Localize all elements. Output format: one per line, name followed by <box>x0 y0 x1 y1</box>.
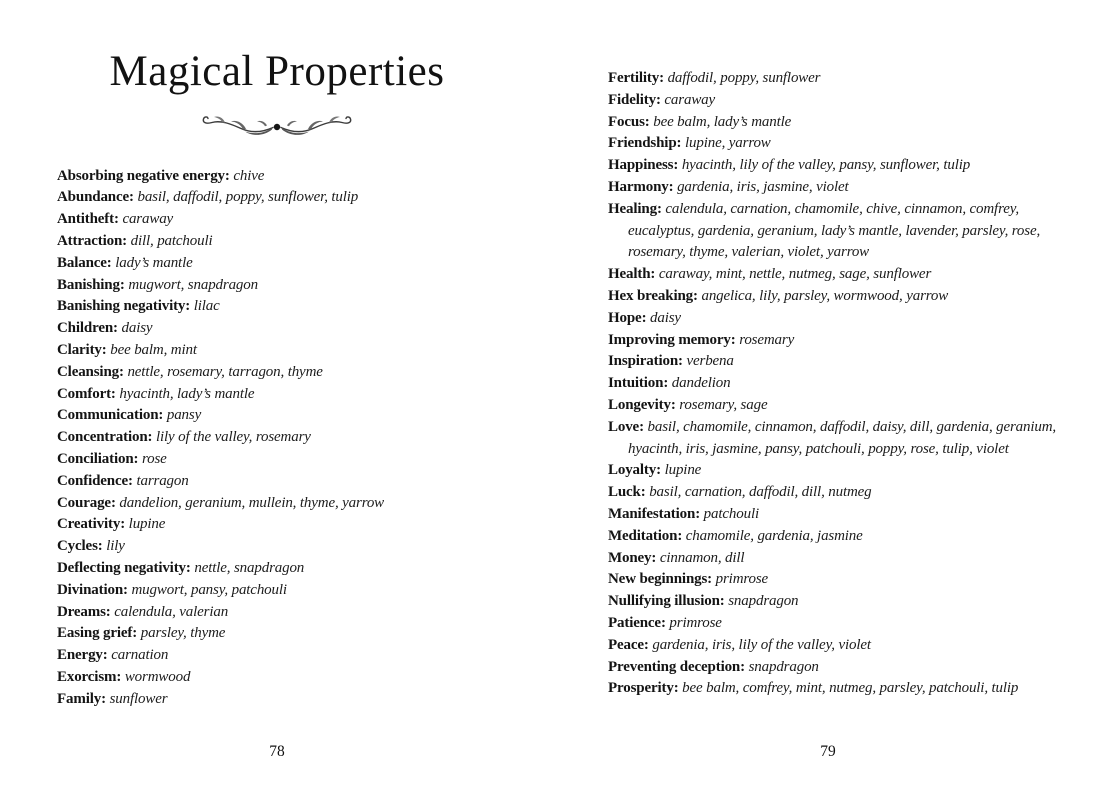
property-label: Nullifying illusion: <box>608 593 725 610</box>
property-herbs: caraway <box>122 211 174 228</box>
property-herbs: bee balm, comfrey, mint, nutmeg, parsley, patchouli, tulip <box>682 680 1019 697</box>
property-label: Creativity: <box>57 516 126 533</box>
property-label: Concentration: <box>57 429 153 446</box>
property-label: Courage: <box>57 494 116 511</box>
property-herbs: hyacinth, lily of the valley, pansy, sunflower, tulip <box>681 157 971 174</box>
property-entry <box>608 177 1076 199</box>
property-label: Love: <box>608 418 644 435</box>
property-herbs: daffodil, poppy, sunflower <box>667 70 821 86</box>
property-entry <box>57 427 497 449</box>
property-herbs: dandelion <box>671 375 731 392</box>
property-herbs: primrose <box>715 571 769 588</box>
property-herbs: mugwort, pansy, patchouli <box>131 581 287 598</box>
property-label: Luck: <box>608 484 646 501</box>
property-label: Loyalty: <box>608 462 661 479</box>
property-list-left <box>57 166 497 711</box>
property-label: Harmony: <box>608 178 674 195</box>
property-list-right <box>608 68 1076 700</box>
property-label: Money: <box>608 549 657 566</box>
property-entry <box>57 493 497 515</box>
property-entry <box>608 133 1076 155</box>
property-entry <box>608 569 1076 591</box>
property-herbs: nettle, snapdragon <box>194 559 305 576</box>
property-entry <box>608 90 1076 112</box>
property-label: Inspiration: <box>608 353 683 370</box>
property-entry <box>608 330 1076 352</box>
property-entry <box>57 231 497 253</box>
property-herbs: snapdragon <box>728 593 799 610</box>
property-label: Balance: <box>57 254 112 271</box>
property-entry <box>57 253 497 275</box>
property-entry <box>608 68 1076 90</box>
property-label: Meditation: <box>608 527 683 544</box>
property-entry <box>608 482 1076 504</box>
property-entry <box>57 166 497 188</box>
property-herbs: rosemary <box>739 331 795 348</box>
property-entry <box>57 340 497 362</box>
property-entry <box>57 645 497 667</box>
property-herbs: caraway, mint, nettle, nutmeg, sage, sunflower <box>658 266 932 283</box>
property-label: Abundance: <box>57 189 134 206</box>
property-herbs: patchouli <box>703 505 759 522</box>
property-label: Cleansing: <box>57 363 124 380</box>
property-herbs: tarragon <box>136 472 189 489</box>
property-label: Communication: <box>57 407 164 424</box>
property-label: Manifestation: <box>608 505 701 522</box>
property-herbs: lilac <box>193 298 220 315</box>
property-herbs: lupine <box>128 516 166 533</box>
property-label: Conciliation: <box>57 450 139 467</box>
page-number-right: 79 <box>820 743 836 760</box>
property-label: Peace: <box>608 636 649 653</box>
property-entry <box>57 623 497 645</box>
property-herbs: snapdragon <box>748 658 819 675</box>
property-entry <box>57 405 497 427</box>
left-page <box>57 0 497 711</box>
property-herbs: lupine <box>664 462 702 479</box>
property-entry <box>608 635 1076 657</box>
property-entry <box>608 678 1076 700</box>
property-label: Confidence: <box>57 472 133 489</box>
property-entry <box>57 187 497 209</box>
property-herbs: bee balm, lady’s mantle <box>653 113 792 130</box>
property-herbs: lupine, yarrow <box>684 135 771 152</box>
property-label: Dreams: <box>57 603 111 620</box>
property-label: Improving memory: <box>608 331 736 348</box>
property-label: Healing: <box>608 200 662 217</box>
property-label: Comfort: <box>57 385 116 402</box>
flourish-divider-icon <box>192 111 362 141</box>
property-entry <box>608 373 1076 395</box>
property-herbs: primrose <box>669 614 722 631</box>
property-herbs: daisy <box>650 309 681 326</box>
property-label: Happiness: <box>608 157 679 174</box>
property-label: Banishing: <box>57 276 125 293</box>
property-entry <box>608 526 1076 548</box>
property-label: Preventing deception: <box>608 658 745 675</box>
property-herbs: parsley, thyme <box>140 625 226 642</box>
property-entry <box>57 449 497 471</box>
property-herbs: bee balm, mint <box>110 341 197 358</box>
property-label: Children: <box>57 320 118 337</box>
property-herbs: daisy <box>121 320 153 337</box>
property-herbs: basil, carnation, daffodil, dill, nutmeg <box>649 484 872 501</box>
property-herbs: basil, chamomile, cinnamon, daffodil, daisy, dill, gardenia, geranium, hyacinth, iris, jasmine, pansy, patchouli, poppy, rose, tulip, violet <box>628 418 1057 457</box>
property-herbs: hyacinth, lady’s mantle <box>119 385 255 402</box>
property-entry <box>608 199 1076 264</box>
property-herbs: gardenia, iris, lily of the valley, violet <box>652 636 871 653</box>
property-label: Hope: <box>608 309 647 326</box>
property-label: Cycles: <box>57 538 103 555</box>
property-entry <box>608 417 1076 461</box>
property-entry <box>57 471 497 493</box>
property-entry <box>57 296 497 318</box>
property-herbs: calendula, valerian <box>114 603 229 620</box>
property-entry <box>608 308 1076 330</box>
property-herbs: chamomile, gardenia, jasmine <box>685 527 863 544</box>
property-herbs: lily of the valley, rosemary <box>156 429 311 446</box>
property-entry <box>57 384 497 406</box>
property-label: Intuition: <box>608 375 669 392</box>
property-entry <box>57 514 497 536</box>
property-entry <box>608 657 1076 679</box>
property-entry <box>608 112 1076 134</box>
property-entry <box>57 536 497 558</box>
property-entry <box>608 591 1076 613</box>
property-herbs: rose <box>142 450 167 467</box>
property-entry <box>608 351 1076 373</box>
property-herbs: lady’s mantle <box>115 254 193 271</box>
property-label: Health: <box>608 266 656 283</box>
property-herbs: rosemary, sage <box>679 396 768 413</box>
page-title: Magical Properties <box>109 48 445 95</box>
property-herbs: caraway <box>664 91 716 108</box>
right-page <box>608 68 1076 700</box>
property-entry <box>57 275 497 297</box>
property-herbs: angelica, lily, parsley, wormwood, yarrow <box>701 287 949 304</box>
property-label: Focus: <box>608 113 650 130</box>
property-entry <box>57 667 497 689</box>
property-entry <box>57 689 497 711</box>
property-herbs: carnation <box>111 647 169 664</box>
property-entry <box>608 613 1076 635</box>
property-label: Longevity: <box>608 396 676 413</box>
property-herbs: wormwood <box>124 668 191 685</box>
page-number-left: 78 <box>269 743 285 760</box>
property-entry <box>608 286 1076 308</box>
property-herbs: chive <box>233 167 265 184</box>
property-entry <box>57 580 497 602</box>
property-herbs: nettle, rosemary, tarragon, thyme <box>127 363 323 380</box>
property-herbs: sunflower <box>109 690 168 707</box>
property-herbs: gardenia, iris, jasmine, violet <box>677 178 849 195</box>
property-herbs: mugwort, snapdragon <box>128 276 258 293</box>
property-entry <box>57 318 497 340</box>
property-entry <box>608 460 1076 482</box>
property-label: Clarity: <box>57 341 107 358</box>
property-label: Friendship: <box>608 135 682 152</box>
property-herbs: basil, daffodil, poppy, sunflower, tulip <box>137 189 359 206</box>
property-herbs: dill, patchouli <box>130 232 213 249</box>
property-label: Energy: <box>57 647 108 664</box>
property-label: Antitheft: <box>57 211 119 228</box>
property-label: Attraction: <box>57 232 127 249</box>
property-label: Absorbing negative energy: <box>57 167 230 184</box>
property-herbs: cinnamon, dill <box>659 549 745 566</box>
property-entry <box>608 548 1076 570</box>
property-label: Banishing negativity: <box>57 298 191 315</box>
property-entry <box>57 209 497 231</box>
property-label: Exorcism: <box>57 668 122 685</box>
property-label: Divination: <box>57 581 128 598</box>
property-entry <box>608 155 1076 177</box>
property-entry <box>57 558 497 580</box>
property-label: Patience: <box>608 614 666 631</box>
property-entry <box>57 362 497 384</box>
property-label: Fertility: <box>608 70 664 86</box>
property-label: Prosperity: <box>608 680 679 697</box>
property-label: Deflecting negativity: <box>57 559 191 576</box>
property-entry <box>608 504 1076 526</box>
property-entry <box>608 395 1076 417</box>
property-label: New beginnings: <box>608 571 713 588</box>
property-label: Fidelity: <box>608 91 661 108</box>
property-label: Family: <box>57 690 106 707</box>
property-entry <box>608 264 1076 286</box>
property-label: Easing grief: <box>57 625 138 642</box>
property-entry <box>57 602 497 624</box>
property-herbs: lily <box>106 538 125 555</box>
property-herbs: verbena <box>686 353 734 370</box>
property-herbs: dandelion, geranium, mullein, thyme, yarrow <box>119 494 385 511</box>
property-herbs: pansy <box>166 407 202 424</box>
property-label: Hex breaking: <box>608 287 698 304</box>
property-herbs: calendula, carnation, chamomile, chive, cinnamon, comfrey, eucalyptus, gardenia, geranium, lady’s mantle, lavender, parsley, rose, rosemary, thyme, valerian, violet, yarrow <box>628 200 1041 261</box>
